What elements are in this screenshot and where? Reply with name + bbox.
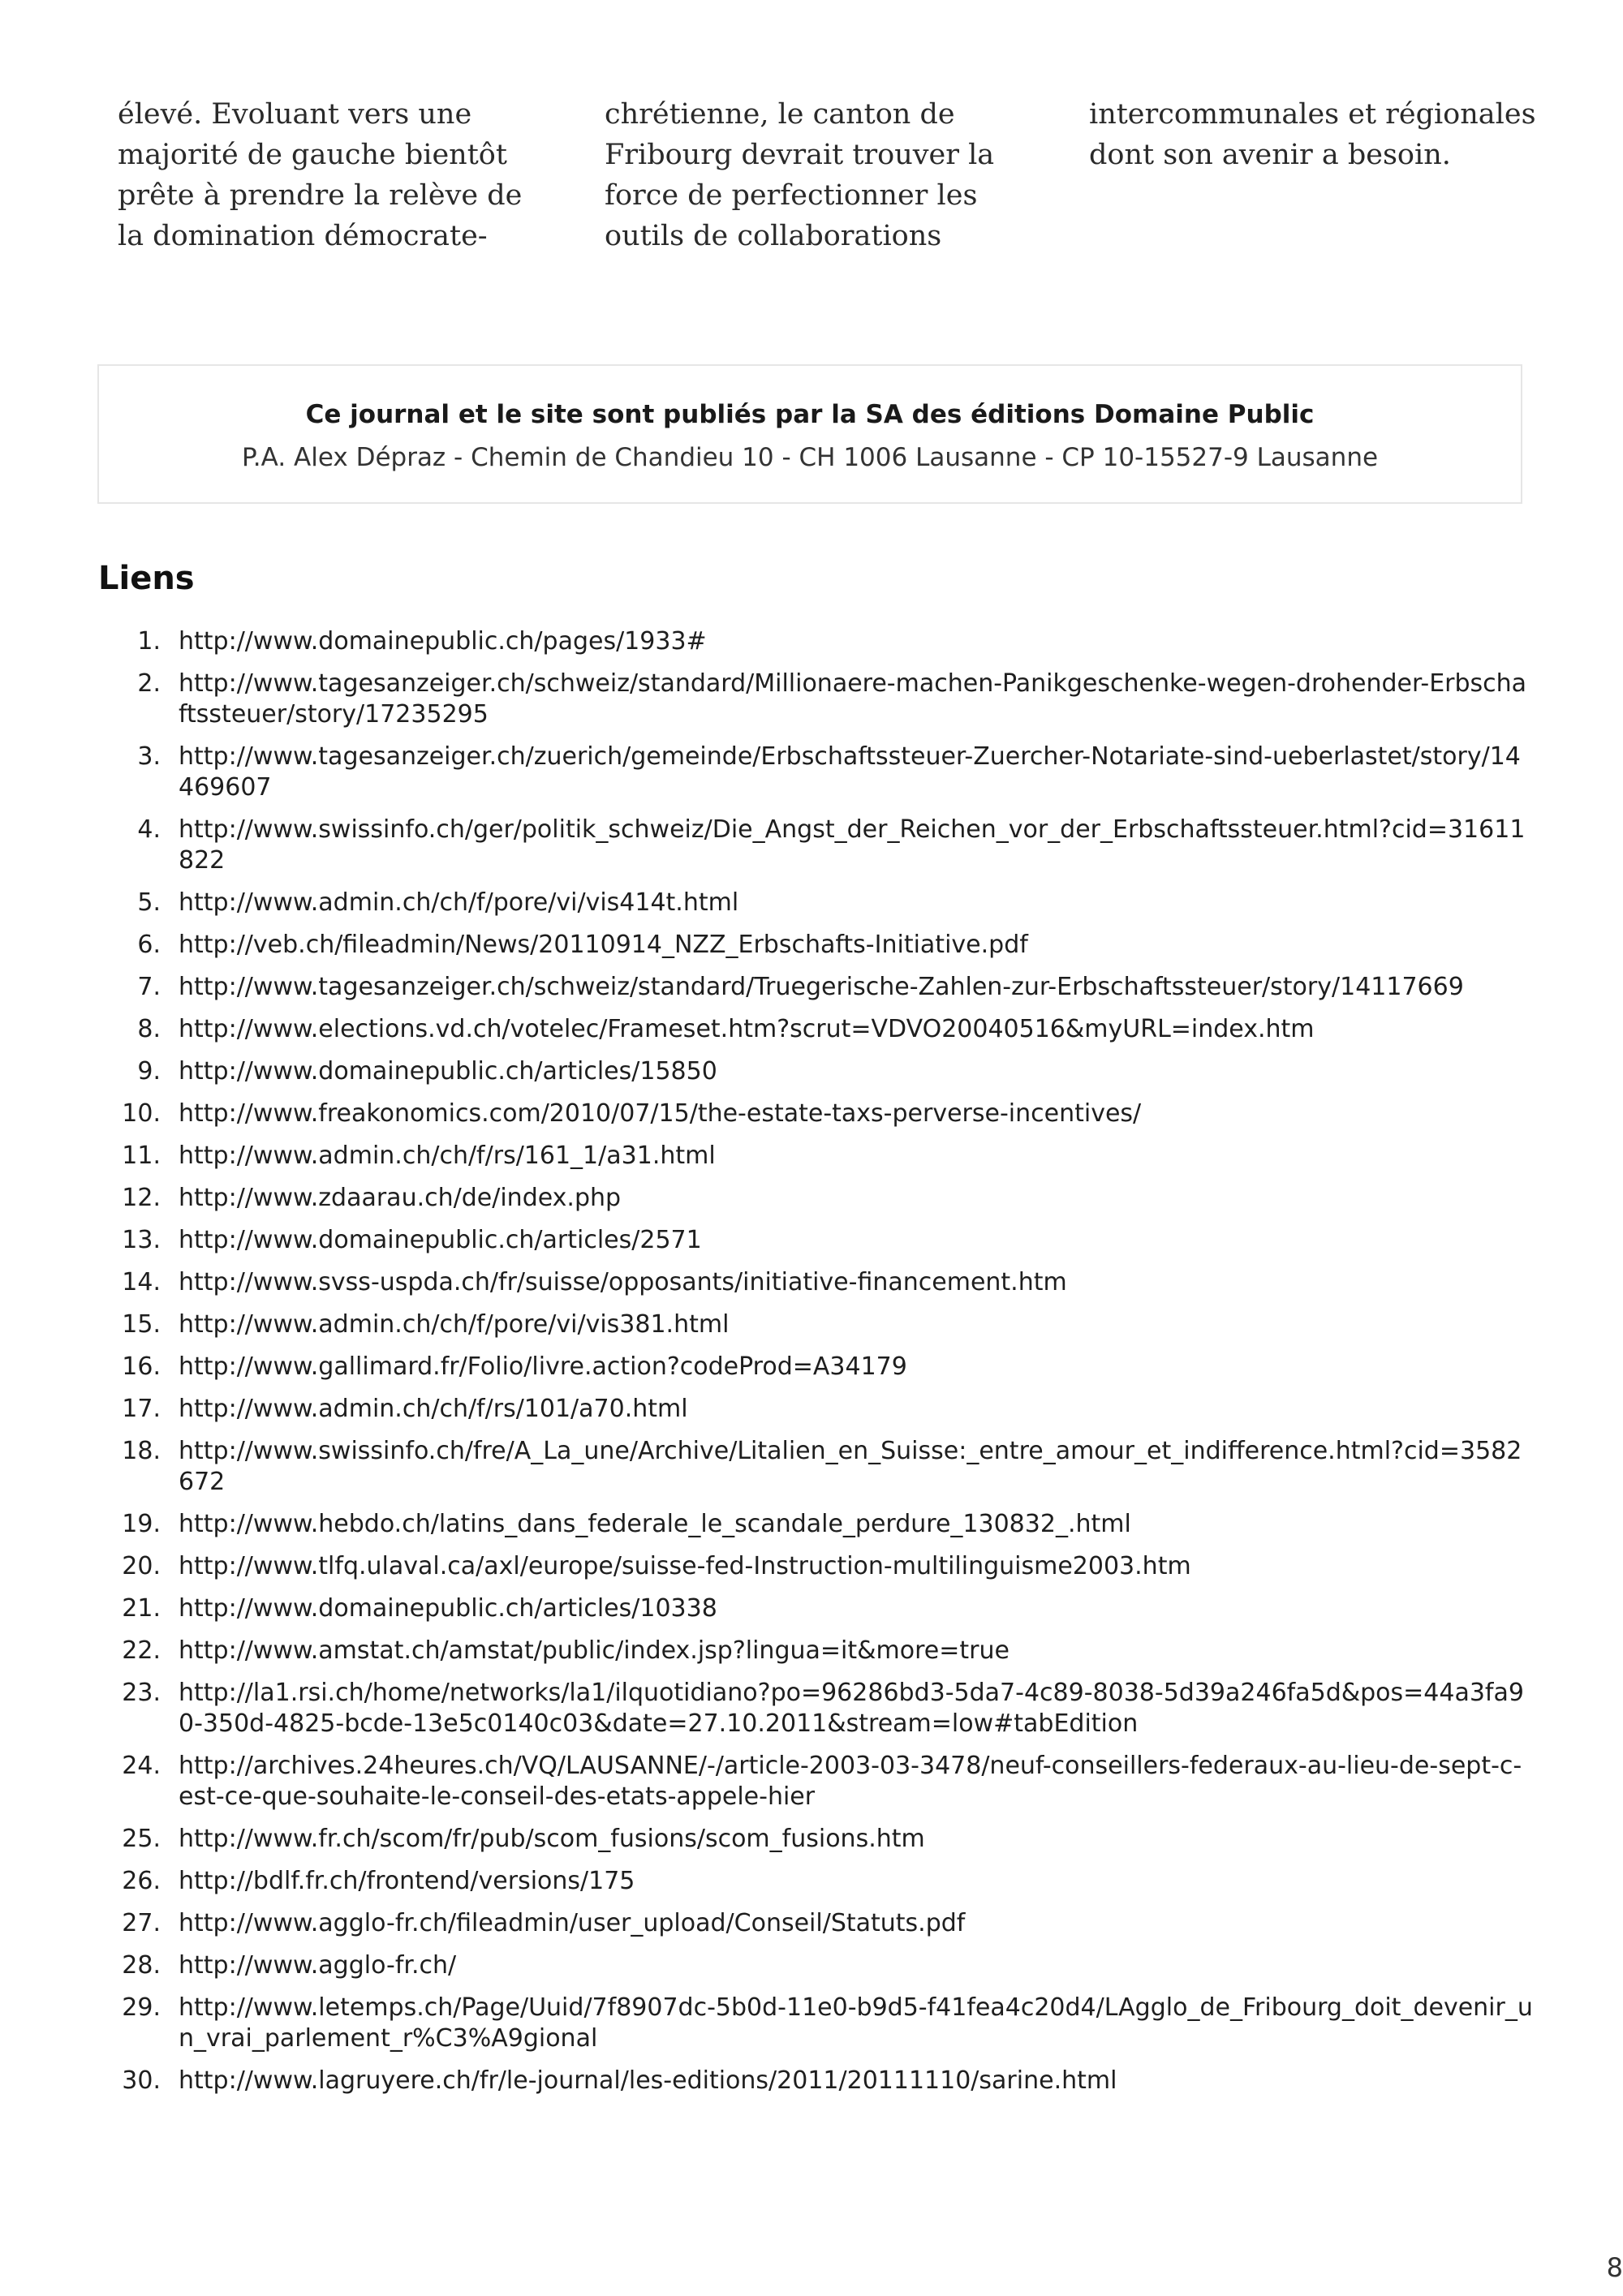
link-item — [97, 972, 1534, 1003]
link-item — [97, 1225, 1534, 1256]
link-url[interactable]: http://www.svss-uspda.ch/fr/suisse/opposants/initiative-financement.htm — [179, 1268, 1067, 1296]
link-url[interactable]: http://www.admin.ch/ch/f/rs/101/a70.html — [179, 1395, 688, 1423]
link-item — [97, 1014, 1534, 1045]
link-item — [97, 1509, 1534, 1540]
link-url[interactable]: http://www.letemps.ch/Page/Uuid/7f8907dc-5b0d-11e0-b9d5-f41fea4c20d4/LAgglo_de_Fribourg_doit_devenir_un_vrai_parlement_r%C3%A9gional — [179, 1993, 1533, 2053]
link-number: 18. — [122, 1437, 161, 1465]
link-url[interactable]: http://www.admin.ch/ch/f/pore/vi/vis381.html — [179, 1310, 730, 1339]
link-number: 21. — [122, 1594, 161, 1623]
link-number: 28. — [122, 1951, 161, 1980]
link-number: 25. — [122, 1825, 161, 1853]
link-item — [97, 1950, 1534, 1981]
link-item — [97, 1678, 1534, 1739]
link-number: 7. — [137, 973, 161, 1001]
link-number: 27. — [122, 1909, 161, 1937]
link-number: 14. — [122, 1268, 161, 1296]
link-url[interactable]: http://www.tlfq.ulaval.ca/axl/europe/suisse-fed-Instruction-multilinguisme2003.htm — [179, 1552, 1191, 1580]
link-number: 24. — [122, 1752, 161, 1780]
link-url[interactable]: http://www.tagesanzeiger.ch/zuerich/gemeinde/Erbschaftssteuer-Zuercher-Notariate-sind-ueberlastet/story/14469607 — [179, 742, 1521, 802]
link-url[interactable]: http://www.agglo-fr.ch/fileadmin/user_upload/Conseil/Statuts.pdf — [179, 1909, 966, 1937]
link-number: 9. — [137, 1057, 161, 1086]
link-item — [97, 1394, 1534, 1425]
links-list — [97, 626, 1534, 2108]
link-number: 8. — [137, 1015, 161, 1043]
link-url[interactable]: http://www.swissinfo.ch/ger/politik_schweiz/Die_Angst_der_Reichen_vor_der_Erbschaftssteuer.html?cid=31611822 — [179, 815, 1526, 875]
link-number: 13. — [122, 1226, 161, 1254]
link-url[interactable]: http://www.zdaarau.ch/de/index.php — [179, 1184, 622, 1212]
link-item — [97, 815, 1534, 876]
article-column-1 — [118, 94, 556, 256]
link-item — [97, 2066, 1534, 2096]
link-url[interactable]: http://www.lagruyere.ch/fr/le-journal/les-editions/2011/20111110/sarine.html — [179, 2066, 1117, 2095]
link-item — [97, 1056, 1534, 1087]
link-url[interactable]: http://www.tagesanzeiger.ch/schweiz/standard/Truegerische-Zahlen-zur-Erbschaftssteuer/story/14117669 — [179, 973, 1464, 1001]
link-number: 1. — [137, 627, 161, 656]
link-item — [97, 1141, 1534, 1172]
link-url[interactable]: http://www.tagesanzeiger.ch/schweiz/standard/Millionaere-machen-Panikgeschenke-wegen-drohender-Erbschaftssteuer/story/17235295 — [179, 669, 1527, 729]
link-item — [97, 888, 1534, 918]
link-item — [97, 1436, 1534, 1498]
page-number: 8 — [1606, 2252, 1623, 2283]
link-url[interactable]: http://www.admin.ch/ch/f/pore/vi/vis414t.html — [179, 888, 739, 917]
link-url[interactable]: http://veb.ch/fileadmin/News/20110914_NZZ_Erbschafts-Initiative.pdf — [179, 931, 1028, 959]
link-number: 12. — [122, 1184, 161, 1212]
link-number: 23. — [122, 1679, 161, 1707]
link-url[interactable]: http://www.hebdo.ch/latins_dans_federale_le_scandale_perdure_130832_.html — [179, 1510, 1131, 1538]
link-number: 29. — [122, 1993, 161, 2022]
link-item — [97, 626, 1534, 657]
links-heading: Liens — [98, 560, 195, 597]
link-item — [97, 1267, 1534, 1298]
link-number: 2. — [137, 669, 161, 698]
link-url[interactable]: http://www.domainepublic.ch/pages/1933# — [179, 627, 707, 656]
link-number: 15. — [122, 1310, 161, 1339]
link-number: 10. — [122, 1099, 161, 1128]
link-url[interactable]: http://www.domainepublic.ch/articles/10338 — [179, 1594, 717, 1623]
link-url[interactable]: http://www.gallimard.fr/Folio/livre.action?codeProd=A34179 — [179, 1352, 907, 1381]
link-url[interactable]: http://www.domainepublic.ch/articles/2571 — [179, 1226, 702, 1254]
link-item — [97, 1309, 1534, 1340]
publisher-box — [97, 364, 1522, 504]
link-url[interactable]: http://www.amstat.ch/amstat/public/index.jsp?lingua=it&more=true — [179, 1636, 1010, 1665]
article-text-col2: chrétienne, le canton de Fribourg devrait trouver la force de perfectionner les outils de collaborations — [605, 98, 995, 252]
link-number: 30. — [122, 2066, 161, 2095]
article-column-3 — [1089, 94, 1576, 175]
publisher-title: Ce journal et le site sont publiés par la SA des éditions Domaine Public — [305, 400, 1315, 429]
link-number: 20. — [122, 1552, 161, 1580]
link-url[interactable]: http://www.admin.ch/ch/f/rs/161_1/a31.html — [179, 1142, 716, 1170]
link-url[interactable]: http://archives.24heures.ch/VQ/LAUSANNE/-/article-2003-03-3478/neuf-conseillers-federaux-au-lieu-de-sept-c-est-ce-que-souhaite-le-conseil-des-etats-appele-hier — [179, 1752, 1522, 1811]
link-item — [97, 669, 1534, 730]
link-item — [97, 930, 1534, 961]
link-number: 11. — [122, 1142, 161, 1170]
link-number: 6. — [137, 931, 161, 959]
link-url[interactable]: http://www.agglo-fr.ch/ — [179, 1951, 457, 1980]
link-item — [97, 1183, 1534, 1214]
link-item — [97, 742, 1534, 803]
article-column-2 — [605, 94, 1043, 256]
link-item — [97, 1908, 1534, 1939]
link-item — [97, 1551, 1534, 1582]
link-url[interactable]: http://la1.rsi.ch/home/networks/la1/ilquotidiano?po=96286bd3-5da7-4c89-8038-5d39a246fa5d&pos=44a3fa90-350d-4825-bcde-13e5c0140c03&date=27.10.2011&stream=low#tabEdition — [179, 1679, 1524, 1738]
link-url[interactable]: http://bdlf.fr.ch/frontend/versions/175 — [179, 1867, 635, 1895]
link-item — [97, 1352, 1534, 1382]
link-number: 5. — [137, 888, 161, 917]
article-text-col3: intercommunales et régionales dont son avenir a besoin. — [1089, 98, 1536, 171]
link-number: 17. — [122, 1395, 161, 1423]
link-url[interactable]: http://www.fr.ch/scom/fr/pub/scom_fusions/scom_fusions.htm — [179, 1825, 925, 1853]
link-url[interactable]: http://www.elections.vd.ch/votelec/Frameset.htm?scrut=VDVO20040516&myURL=index.htm — [179, 1015, 1315, 1043]
link-number: 22. — [122, 1636, 161, 1665]
link-number: 3. — [137, 742, 161, 771]
link-url[interactable]: http://www.swissinfo.ch/fre/A_La_une/Archive/Litalien_en_Suisse:_entre_amour_et_indifference.html?cid=3582672 — [179, 1437, 1522, 1496]
link-item — [97, 1751, 1534, 1812]
link-item — [97, 1866, 1534, 1897]
link-item — [97, 1993, 1534, 2054]
link-item — [97, 1593, 1534, 1624]
article-text-col1: élevé. Evoluant vers une majorité de gauche bientôt prête à prendre la relève de la domination démocrate- — [118, 98, 523, 252]
link-url[interactable]: http://www.freakonomics.com/2010/07/15/the-estate-taxs-perverse-incentives/ — [179, 1099, 1142, 1128]
link-number: 19. — [122, 1510, 161, 1538]
link-number: 4. — [137, 815, 161, 844]
link-item — [97, 1824, 1534, 1855]
link-number: 26. — [122, 1867, 161, 1895]
link-url[interactable]: http://www.domainepublic.ch/articles/15850 — [179, 1057, 717, 1086]
link-number: 16. — [122, 1352, 161, 1381]
publisher-address: P.A. Alex Dépraz - Chemin de Chandieu 10 - CH 1006 Lausanne - CP 10-15527-9 Lausanne — [241, 443, 1379, 472]
link-item — [97, 1099, 1534, 1129]
link-item — [97, 1636, 1534, 1666]
